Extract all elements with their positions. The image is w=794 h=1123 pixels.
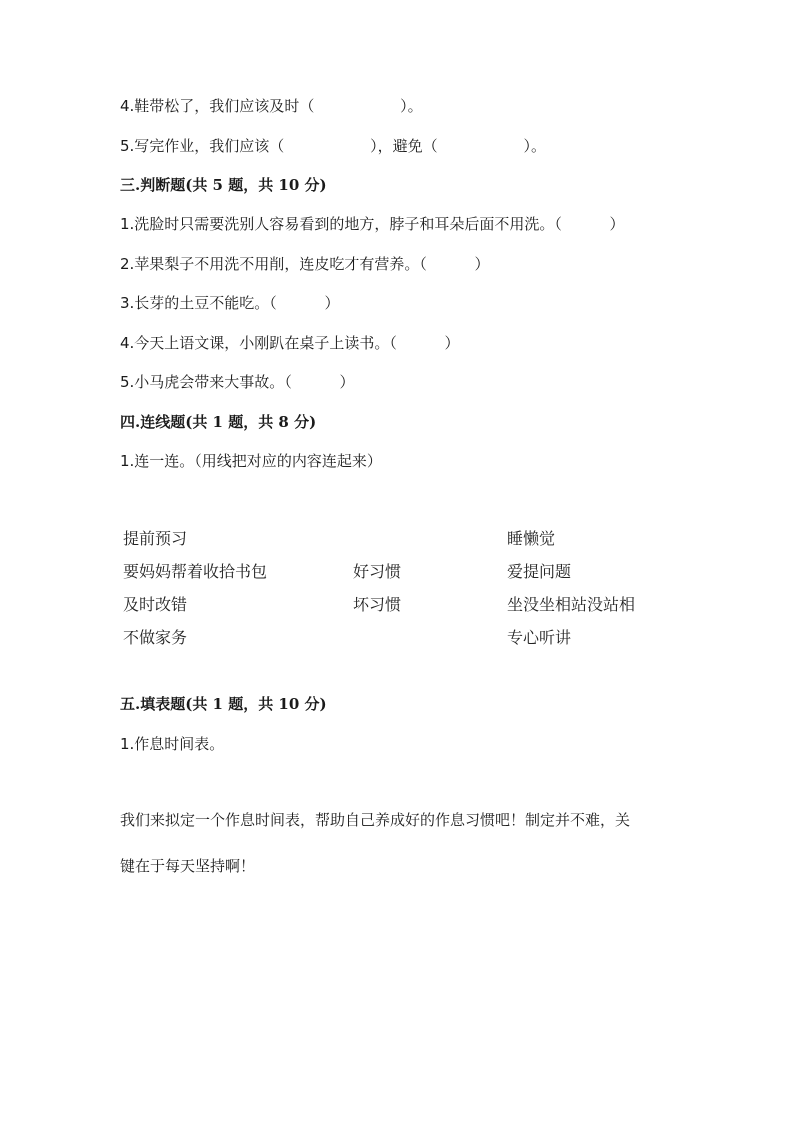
section-heading-table: 五.填表题(共 1 题，共 10 分) <box>120 695 327 713</box>
match-right-item: 睡懒觉 <box>507 529 556 548</box>
section-heading-matching: 四.连线题(共 1 题，共 8 分) <box>120 413 317 431</box>
fill-item-4: 4.鞋带松了，我们应该及时（ ）。 <box>120 97 423 115</box>
matching-question: 1.连一连。（用线把对应的内容连起来） <box>120 452 382 470</box>
match-left-item: 提前预习 <box>123 529 188 548</box>
judge-item-1: 1.洗脸时只需要洗别人容易看到的地方，脖子和耳朵后面不用洗。（ ） <box>120 215 625 233</box>
match-right-item: 爱提问题 <box>507 562 572 581</box>
judge-item-2: 2.苹果梨子不用洗不用削，连皮吃才有营养。（ ） <box>120 255 490 273</box>
match-left-item: 要妈妈帮着收拾书包 <box>123 562 268 581</box>
judge-item-3: 3.长芽的土豆不能吃。（ ） <box>120 294 340 312</box>
judge-item-5: 5.小马虎会带来大事故。（ ） <box>120 373 355 391</box>
judge-item-4: 4.今天上语文课，小刚趴在桌子上读书。（ ） <box>120 334 460 352</box>
match-left-item: 不做家务 <box>123 628 188 647</box>
fill-item-5: 5.写完作业，我们应该（ ），避免（ ）。 <box>120 137 546 155</box>
match-right-item: 专心听讲 <box>507 628 572 647</box>
match-left-item: 及时改错 <box>123 595 188 614</box>
match-right-item: 坐没坐相站没站相 <box>507 595 636 614</box>
section-heading-judge: 三.判断题(共 5 题，共 10 分) <box>120 176 327 194</box>
match-middle-item: 好习惯 <box>353 562 402 581</box>
paragraph-line-1: 我们来拟定一个作息时间表，帮助自己养成好的作息习惯吧！制定并不难，关 <box>120 811 631 829</box>
match-middle-item: 坏习惯 <box>353 595 402 614</box>
table-question: 1.作息时间表。 <box>120 735 225 753</box>
paragraph-line-2: 键在于每天坚持啊！ <box>120 857 256 875</box>
